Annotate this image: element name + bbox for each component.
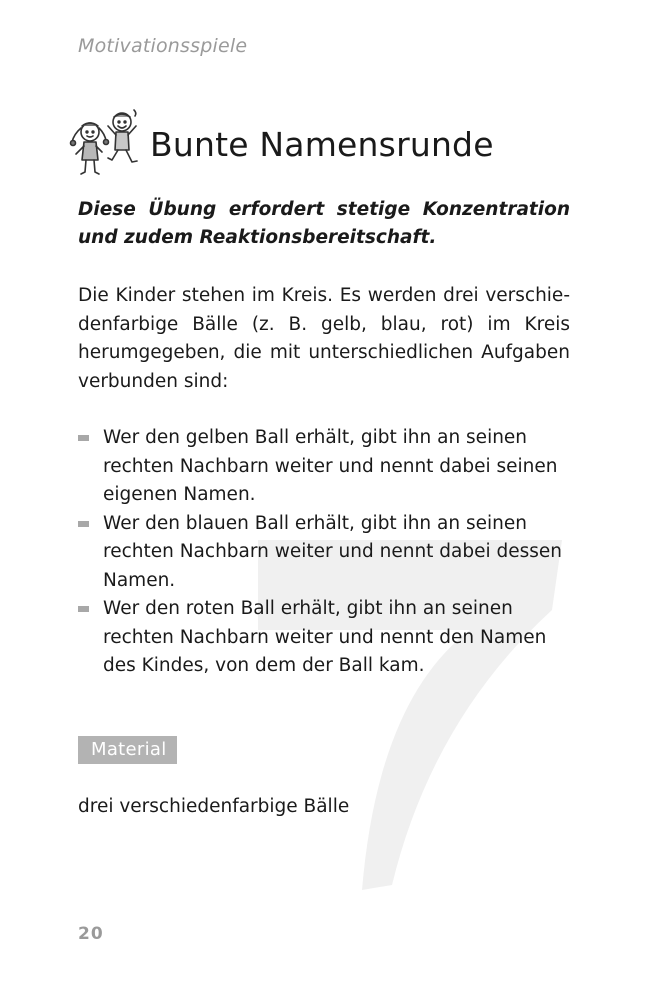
- list-item: [78, 595, 570, 681]
- title-row: [68, 106, 494, 182]
- rule-list: [78, 424, 570, 681]
- material-badge: Material: [78, 736, 177, 764]
- page-title: Bunte Namensrunde: [150, 124, 494, 164]
- description-text: Die Kinder stehen im Kreis. Es werden drei verschiedenfarbige Bälle (z. B. gelb, blau, rot) im Kreis herumgegeben, die mit unterschiedlichen Aufgaben verbunden sind:: [78, 285, 570, 392]
- list-item: [78, 424, 570, 510]
- square-bullet-icon: [78, 521, 89, 527]
- list-item: [78, 510, 570, 596]
- rule-text: Wer den gelben Ball erhält, gibt ihn an seinen rechten Nachbarn weiter und nennt dabei seinen eigenen Namen.: [103, 427, 558, 505]
- rule-text: Wer den roten Ball erhält, gibt ihn an seinen rechten Nachbarn weiter und nennt den Namen des Kindes, von dem der Ball kam.: [103, 598, 547, 676]
- intro-text: Diese Übung erfordert stetige Konzentration und zudem Reaktionsbereitschaft.: [78, 199, 570, 248]
- two-kids-icon: [68, 106, 144, 182]
- section-label: Motivationsspiele: [78, 35, 248, 57]
- square-bullet-icon: [78, 606, 89, 612]
- page-number: 20: [78, 924, 104, 944]
- material-text: drei verschiedenfarbige Bälle: [78, 796, 350, 817]
- square-bullet-icon: [78, 435, 89, 441]
- rule-text: Wer den blauen Ball erhält, gibt ihn an seinen rechten Nachbarn weiter und nennt dabei dessen Namen.: [103, 512, 563, 591]
